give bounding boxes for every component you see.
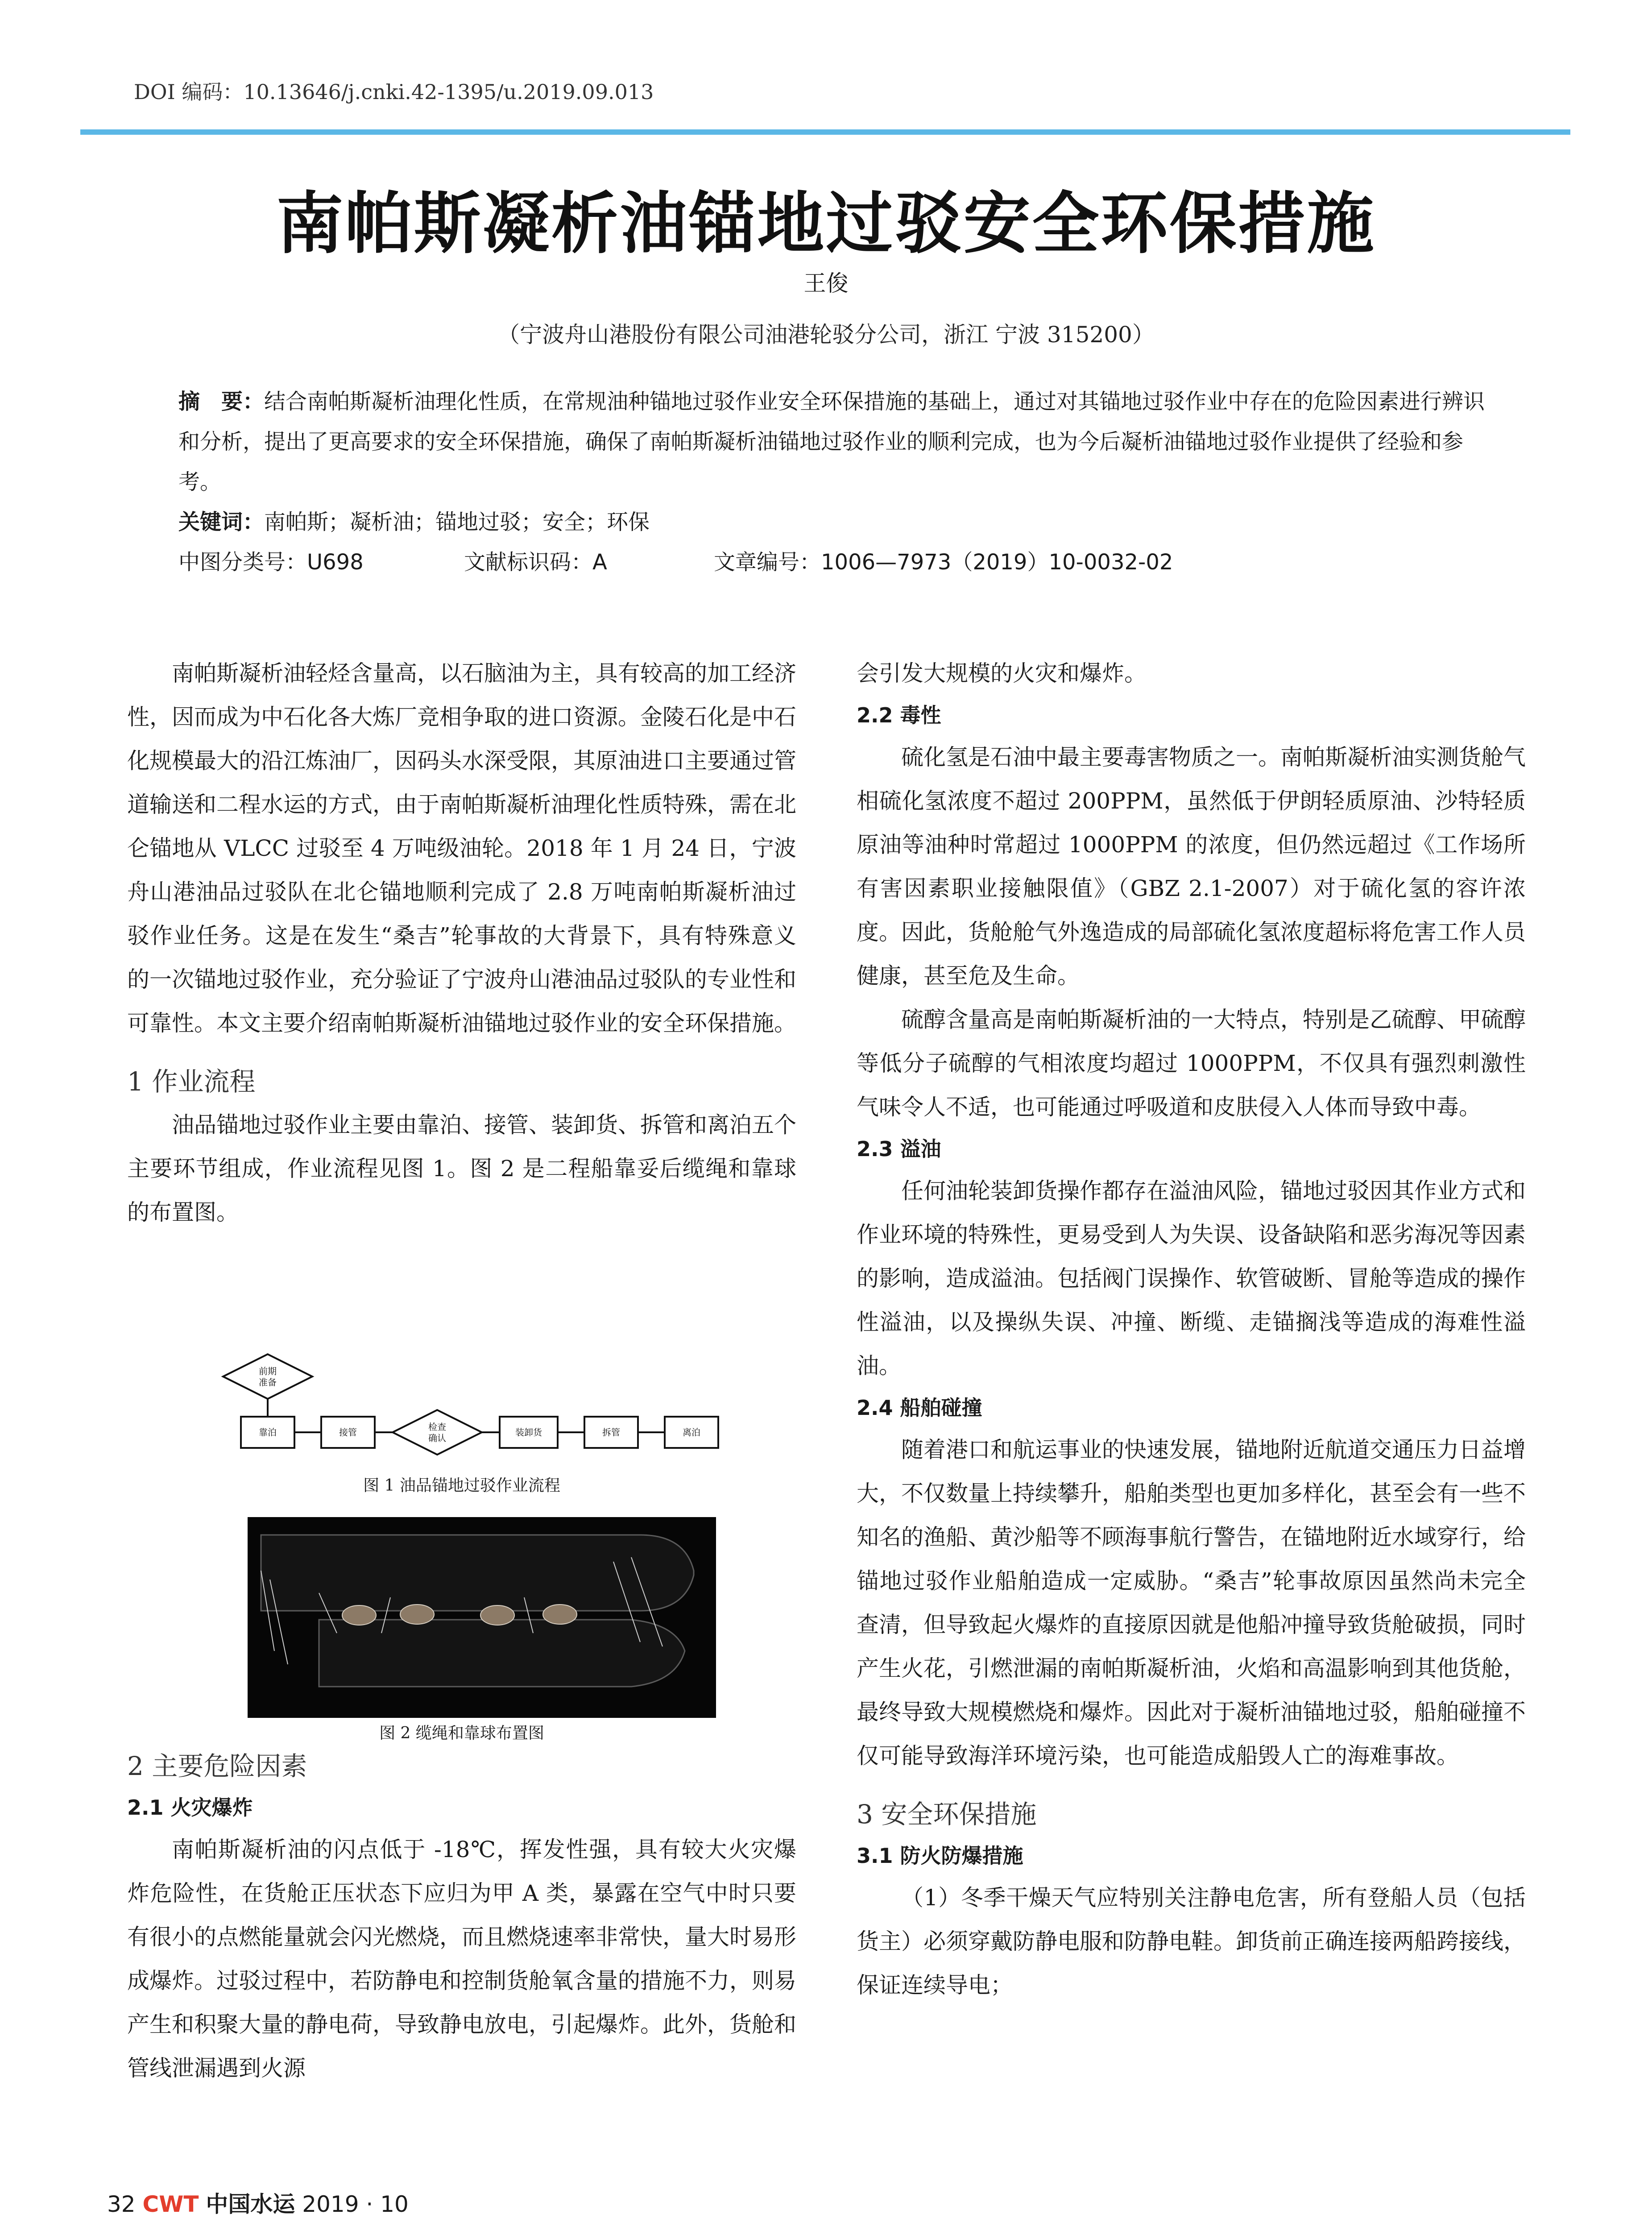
continued-text: 会引发大规模的火灾和爆炸。 [857,660,1147,686]
cwt-logo: CWT [142,2191,199,2217]
fender-2 [400,1605,434,1624]
classification-line [178,542,1486,582]
left-column [127,651,796,1234]
fender-4 [543,1605,577,1624]
section-2-2-heading: 2.2 毒性 [857,703,941,727]
check-diamond [393,1410,482,1455]
section-2-2-para-1: 硫化氢是石油中最主要毒害物质之一。南帕斯凝析油实测货舱气相硫化氢浓度不超过 200PPM，虽然低于伊朗轻质原油、沙特轻质原油等油种时常超过 1000PPM 的浓度，但仍然远超过《工作场所有害因素职业接触限值》（GBZ 2.1-2007）对于硫化氢的容许浓度。因此，货舱舱气外逸造成的局部硫化氢浓度超标将危害工作人员健康，甚至危及生命。 [857,744,1526,989]
section-1-text: 油品锚地过驳作业主要由靠泊、接管、装卸货、拆管和离泊五个主要环节组成，作业流程见图 1。图 2 是二程船靠妥后缆绳和靠球的布置图。 [127,1112,796,1225]
check-label-2: 确认 [428,1433,446,1443]
section-3-1-heading: 3.1 防火防爆措施 [857,1844,1023,1868]
intro-paragraph: 南帕斯凝析油轻烃含量高，以石脑油为主，具有较高的加工经济性，因而成为中石化各大炼厂竞相争取的进口资源。金陵石化是中石化规模最大的沿江炼油厂，因码头水深受限，其原油进口主要通过管道输送和二程水运的方式，由于南帕斯凝析油理化性质特殊，需在北仑锚地从 VLCC 过驳至 4 万吨级油轮。2018 年 1 月 24 日，宁波舟山港油品过驳队在北仑锚地顺利完成了 2.8 万吨南帕斯凝析油过驳作业任务。这是在发生“桑吉”轮事故的大背景下，具有特殊意义的一次锚地过驳作业，充分验证了宁波舟山港油品过驳队的专业性和可靠性。本文主要介绍南帕斯凝析油锚地过驳作业的安全环保措施。 [127,660,796,1036]
step-label-3: 装卸货 [515,1427,542,1438]
step-label-2: 接管 [339,1427,357,1438]
abstract-text: 结合南帕斯凝析油理化性质，在常规油种锚地过驳作业安全环保措施的基础上，通过对其锚地过驳作业中存在的危险因素进行辨识和分析，提出了更高要求的安全环保措施，确保了南帕斯凝析油锚地过驳作业的顺利完成，也为今后凝析油锚地过驳作业提供了经验和参考。 [178,389,1485,494]
second-ship-hull [319,1620,685,1687]
figure-1-caption: 图 1 油品锚地过驳作业流程 [363,1476,560,1495]
issue-number: 2019 · 10 [302,2191,409,2217]
abstract-label: 摘 要： [178,389,265,414]
section-2-4-heading: 2.4 船舶碰撞 [857,1396,982,1420]
affiliation: （宁波舟山港股份有限公司油港轮驳分公司，浙江 宁波 315200） [497,322,1155,348]
step-label-5: 离泊 [683,1427,700,1438]
keywords [178,502,1486,542]
section-1-heading: 1 作业流程 [127,1066,256,1097]
page-number: 32 [107,2191,136,2217]
section-2-1-heading: 2.1 火灾爆炸 [127,1796,253,1820]
section-3-heading: 3 安全环保措施 [857,1799,1037,1829]
section-2-3-heading: 2.3 溢油 [857,1137,941,1161]
figure-2-caption: 图 2 缆绳和靠球布置图 [379,1724,544,1742]
doi-line: DOI 编码：10.13646/j.cnki.42-1395/u.2019.09.013 [134,80,654,104]
figure-1-flowchart [210,1343,745,1477]
fender-3 [480,1605,514,1625]
fender-1 [342,1605,376,1625]
article-number: 文章编号：1006—7973（2019）10-0032-02 [714,550,1173,575]
keywords-label: 关键词： [178,510,265,535]
section-2-3-text: 任何油轮装卸货操作都存在溢油风险，锚地过驳因其作业方式和作业环境的特殊性，更易受到人为失误、设备缺陷和恶劣海况等因素的影响，造成溢油。包括阀门误操作、软管破断、冒舱等造成的操作性溢油，以及操纵失误、冲撞、断缆、走锚搁浅等造成的海难性溢油。 [857,1178,1526,1379]
prep-diamond [223,1354,312,1399]
vlcc-hull [261,1535,694,1611]
section-2-1-text: 南帕斯凝析油的闪点低于 -18℃，挥发性强，具有较大火灾爆炸危险性，在货舱正压状态下应归为甲 A 类，暴露在空气中时只要有很小的点燃能量就会闪光燃烧，而且燃烧速率非常快，量大时易形成爆炸。过驳过程中，若防静电和控制货舱氧含量的措施不力，则易产生和积聚大量的静电荷，导致静电放电，引起爆炸。此外，货舱和管线泄漏遇到火源 [127,1837,796,2081]
clc-number: 中图分类号：U698 [178,550,364,575]
document-code: 文献标识码：A [464,550,607,575]
prep-label-2: 准备 [259,1377,277,1388]
section-2-heading: 2 主要危险因素 [127,1751,307,1781]
article-title: 南帕斯凝析油锚地过驳安全环保措施 [276,184,1376,263]
keywords-text: 南帕斯；凝析油；锚地过驳；安全；环保 [264,510,650,535]
journal-name: 中国水运 [206,2191,295,2217]
header-rule [80,129,1570,135]
section-2-4-text: 随着港口和航运事业的快速发展，锚地附近航道交通压力日益增大，不仅数量上持续攀升，船舶类型也更加多样化，甚至会有一些不知名的渔船、黄沙船等不顾海事航行警告，在锚地附近水域穿行，给锚地过驳作业船舶造成一定威胁。“桑吉”轮事故原因虽然尚未完全查清，但导致起火爆炸的直接原因就是他船冲撞导致货舱破损，同时产生火花，引燃泄漏的南帕斯凝析油，火焰和高温影响到其他货舱，最终导致大规模燃烧和爆炸。因此对于凝析油锚地过驳，船舶碰撞不仅可能导致海洋环境污染，也可能造成船毁人亡的海难事故。 [857,1437,1526,1769]
author: 王俊 [803,270,849,296]
right-column [857,651,1526,2007]
step-label-4: 拆管 [602,1427,620,1438]
abstract [178,382,1486,502]
check-label-1: 检查 [428,1422,446,1432]
left-column-lower [127,1745,796,2090]
step-label-1: 靠泊 [259,1427,277,1438]
prep-label-1: 前期 [259,1366,277,1377]
section-2-2-para-2: 硫醇含量高是南帕斯凝析油的一大特点，特别是乙硫醇、甲硫醇等低分子硫醇的气相浓度均超过 1000PPM，不仅具有强烈刺激性气味令人不适，也可能通过呼吸道和皮肤侵入人体而导致中毒。 [857,1007,1526,1120]
figure-2-mooring-diagram [248,1517,716,1718]
section-3-1-text: （1）冬季干燥天气应特别关注静电危害，所有登船人员（包括货主）必须穿戴防静电服和防静电鞋。卸货前正确连接两船跨接线，保证连续导电； [857,1885,1526,1998]
page-footer [107,2186,409,2219]
